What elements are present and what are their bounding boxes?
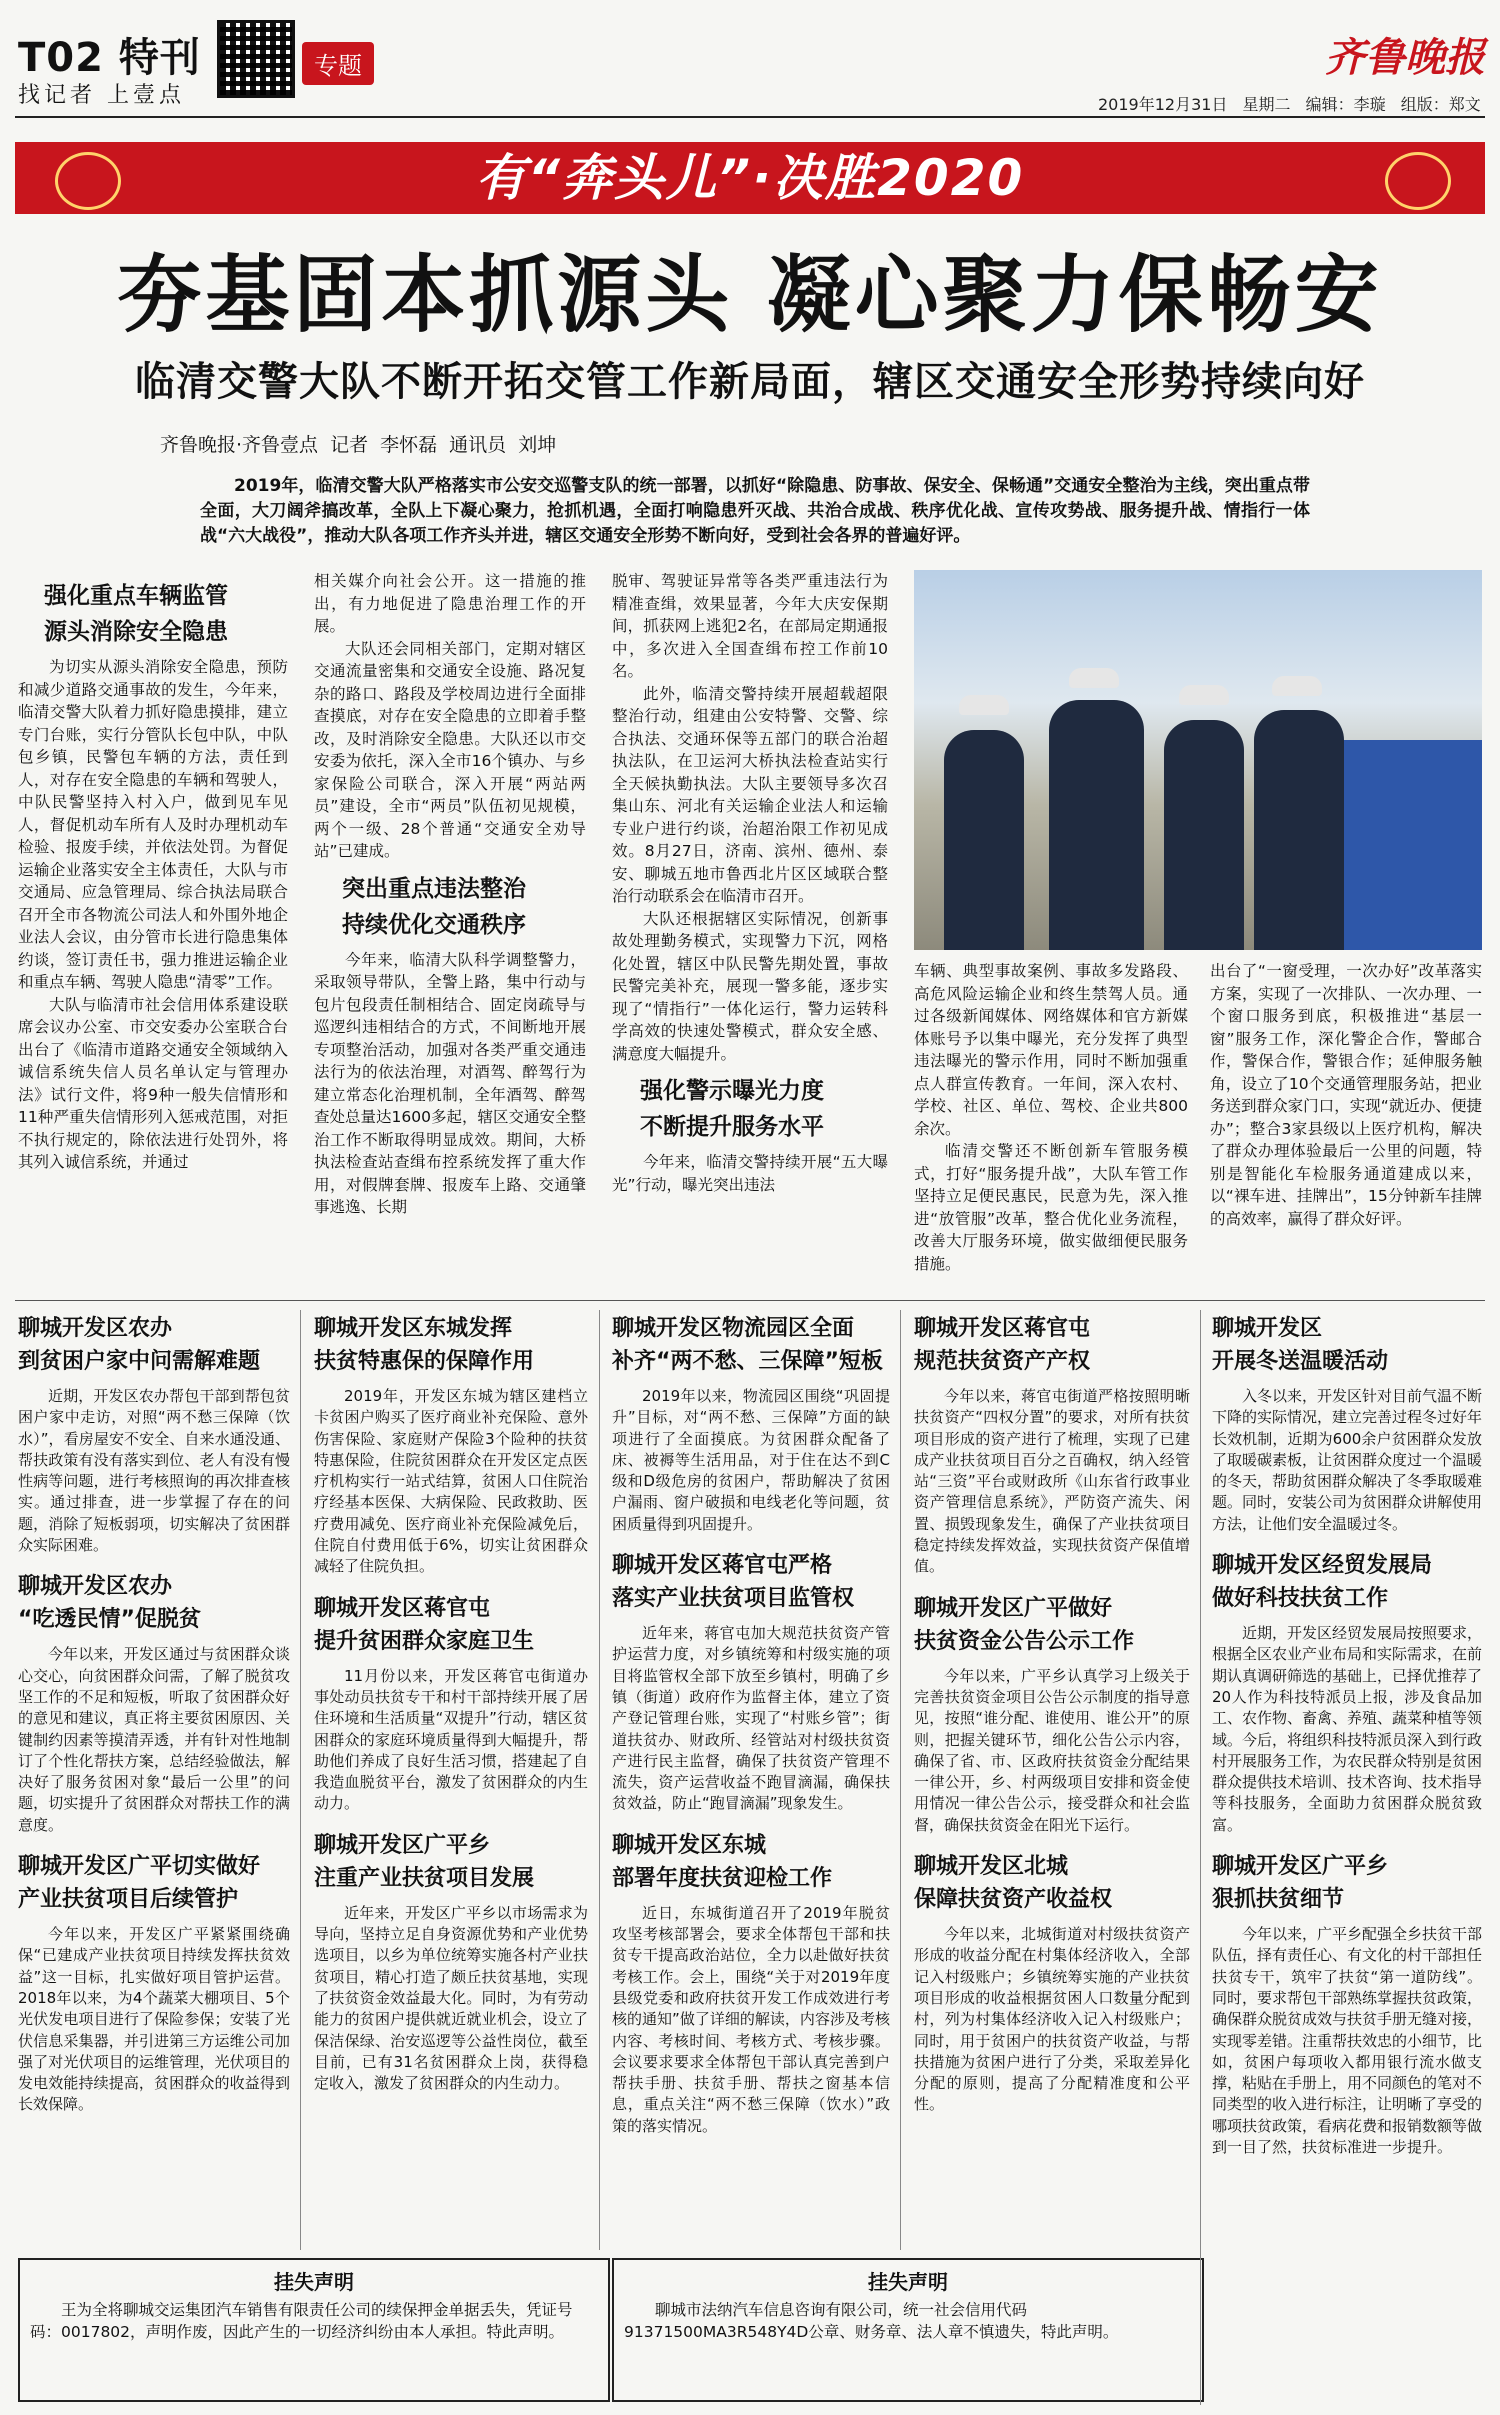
notice-title: 挂失声明 [868, 2270, 948, 2294]
lost-notice-2 [612, 2258, 1204, 2402]
article-column-5 [1210, 960, 1482, 1310]
paragraph: 出台了“一窗受理，一次办好”改革落实方案，实现了一次排队、一次办理、一个窗口服务到底，积极推进“基层一窗”服务工作，深化警企合作，警邮合作，警保合作，警银合作；延伸服务触角，设立了10个交通管理服务站，把业务送到群众家门口，实现“就近办、便捷办”；整合3家县级以上医疗机构，解决了群众办理体验最后一公里的问题，特别是智能化车检服务通道建成以来，以“裸车进、挂牌出”，15分钟新车挂牌的高效率，赢得了群众好评。 [1210, 962, 1482, 1228]
issue-date: 2019年12月31日 [1098, 95, 1228, 114]
paragraph: 今年来，临清大队科学调整警力，采取领导带队，全警上路，集中行动与包片包段责任制相结合、固定岗疏导与巡逻纠违相结合的方式，不间断地开展专项整治活动，加强对各类严重交通违法行为的依法治理，对酒驾、醉驾行为建立常态化治理机制，全年酒驾、醉驾查处总量达1600多起，辖区交通安全整治工作不断取得明显成效。期间，大桥执法检查站查缉布控系统发挥了重大作用，对假牌套牌、报废车上路、交通肇事逃逸、长期 [314, 950, 586, 1216]
brief-item: 聊城开发区东城 部署年度扶贫迎检工作 近日，东城街道召开了2019年脱贫攻坚考核部署会，要求全体帮包干部和扶贫专干提高政治站位，全力以赴做好扶贫考核工作。会上，围绕“关于对2019年度县级党委和政府扶贫开发工作成效进行考核的通知”做了详细的解读，内容涉及考核内容、考核时间、考核方式、考核步骤。会议要求要求全体帮包干部认真完善到户帮扶手册、扶贫手册、帮扶之窗基本信息，重点关注“两不愁三保障（饮水）”政策的落实情况。 [612, 1832, 890, 2135]
editor: 编辑：李璇 [1305, 95, 1386, 114]
brief-item: 聊城开发区经贸发展局 做好科技扶贫工作 近期，开发区经贸发展局按照要求，根据全区农业产业布局和实际需求，在前期认真调研筛选的基础上，已择优推荐了20人作为科技特派员上报，涉及食品加工、农作物、畜禽、养殖、蔬菜种植等领域。今后，将组织科技特派员深入到行政村开展服务工作，为农民群众特别是贫困群众提供技术培训、技术咨询、技术指导等科技服务，全面助力贫困群众脱贫致富。 [1212, 1553, 1482, 1834]
paragraph: 相关媒介向社会公开。这一措施的推出，有力地促进了隐患治理工作的开展。 [314, 572, 586, 635]
subheadline: 临清交警大队不断开拓交管工作新局面，辖区交通安全形势持续向好 [135, 359, 1365, 405]
paragraph: 为切实从源头消除安全隐患，预防和减少道路交通事故的发生，今年来，临清交警大队着力抓好隐患摸排，建立专门台账，实行分管队长包中队，中队包乡镇，民警包车辆的方法，责任到人，对存在安全隐患的车辆和驾驶人，中队民警坚持入村入户，做到见车见人，督促机动车所有人及时办理机动车检验、报废手续，并依法处罚。为督促运输企业落实安全主体责任，大队与市交通局、应急管理局、综合执法局联合召开全市各物流公司法人和外围外地企业法人会议，由分管市长进行隐患集体约谈，签订责任书，强力推进运输企业和重点车辆、驾驶人隐患“清零”工作。 [18, 658, 288, 991]
paragraph: 脱审、驾驶证异常等各类严重违法行为精准查缉，效果显著，今年大庆安保期间，抓获网上逃犯2名，在部局定期通报中，多次进入全国查缉布控工作前10名。 [612, 572, 888, 680]
section-heading: 强化重点车辆监管 源头消除安全隐患 [44, 583, 228, 645]
paragraph: 大队与临清市社会信用体系建设联席会议办公室、市交安委办公室联合台出台了《临清市道路交通安全领域纳入诚信系统失信人员名单认定与管理办法》试行文件，将9种一般失信情形和11种严重失信情形列入惩戒范围，对拒不执行规定的，除依法进行处罚外，将其列入诚信系统，并通过 [18, 995, 288, 1171]
section-heading: 突出重点违法整治 持续优化交通秩序 [342, 875, 526, 938]
paragraph: 此外，临清交警持续开展超载超限整治行动，组建由公安特警、交警、综合执法、交通环保等五部门的联合治超执法队，在卫运河大桥执法检查站实行全天候执勤执法。大队主要领导多次召集山东、河北有关运输企业法人和运输专业户进行约谈，治超治限工作初见成效。8月27日，济南、滨州、德州、泰安、聊城五地市鲁西北片区区域联合整治行动联系会在临清市召开。 [612, 684, 888, 905]
headline: 夯基固本抓源头 凝心聚力保畅安 [117, 246, 1383, 344]
brief-item: 聊城开发区农办 到贫困户家中问需解难题 近期，开发区农办帮包干部到帮包贫困户家中走访，对照“两不愁三保障（饮水）”，看房屋安不安全、自来水通没通、帮扶政策有没有落实到位、老人有没有慢性病等问题，进行考核照询的再次排查核实。通过排查，进一步掌握了存在的问题，消除了短板弱项，切实解决了贫困群众实际困难。 [18, 1316, 290, 1555]
paragraph: 大队还会同相关部门，定期对辖区交通流量密集和交通安全设施、路况复杂的路口、路段及学校周边进行全面排查摸底，对存在安全隐患的立即着手整改，及时消除安全隐患。大队还以市交安委为依托，深入全市16个镇办、与乡家保险公司联合，深入开展“两站两员”建设，全市“两员”队伍初见规模，两个一级、28个普通“交通安全劝导站”已建成。 [314, 639, 586, 860]
layout-editor: 组版：郑文 [1400, 95, 1481, 114]
brief-item: 聊城开发区 开展冬送温暖活动 入冬以来，开发区针对目前气温不断下降的实际情况，建立完善过程冬过好年长效机制，近期为600余户贫困群众发放了取暖碳素板，让贫困群众度过一个温暖的冬天，帮助贫困群众解决了冬季取暖难题。同时，安装公司为贫困群众讲解使用方法，让他们安全温暖过冬。 [1212, 1316, 1482, 1533]
column-divider [1200, 1310, 1201, 2405]
byline: 齐鲁晚报·齐鲁壹点 记者 李怀磊 通讯员 刘坤 [160, 434, 557, 456]
newspaper-logo: 齐鲁晚报 [1325, 34, 1485, 81]
issue-weekday: 星期二 [1242, 95, 1291, 114]
column-divider [300, 1310, 301, 2250]
article-column-2 [314, 570, 586, 1310]
brief-item: 聊城开发区物流园区全面 补齐“两不愁、三保障”短板 2019年以来，物流园区围绕“巩固提升”目标，对“两不愁、三保障”方面的缺项进行了全面摸底。为贫困群众配备了床、被褥等生活用品，对于住在达不到C级和D级危房的贫困户，帮助解决了贫困户漏雨、窗户破损和电线老化等问题，贫困质量得到巩固提升。 [612, 1316, 890, 1533]
brief-item: 聊城开发区蒋官屯 提升贫困群众家庭卫生 11月份以来，开发区蒋官屯街道办事处动员扶贫专干和村干部持续开展了居住环境和生活质量“双提升”行动，辖区贫困群众的家庭环境质量得到大幅提升，帮助他们养成了良好生活习惯，搭建起了自我造血脱贫平台，激发了贫困群众的内生动力。 [314, 1595, 588, 1813]
brief-column-1 [18, 1312, 290, 2247]
brief-column-4 [914, 1312, 1190, 2247]
paragraph: 大队还根据辖区实际情况，创新事故处理勤务模式，实现警力下沉，网格化处置，辖区中队民警先期处置，事故民警完美补充，展现一警多能，逐步实现了“情指行”一体化运行，警力运转科学高效的快速处警模式，群众安全感、满意度大幅提升。 [612, 909, 888, 1063]
section-name: 特刊 [118, 35, 201, 81]
lead-paragraph: 2019年，临清交警大队严格落实市公安交巡警支队的统一部署，以抓好“除隐患、防事故、保安全、保畅通”交通安全整治为主线，突出重点带全面，大刀阔斧搞改革，全队上下凝心聚力，抢抓机遇，全面打响隐患歼灭战、共治合成战、秩序优化战、宣传攻势战、服务提升战、情指行一体战“六大战役”，推动大队各项工作齐头并进，辖区交通安全形势不断向好，受到社会各界的普遍好评。 [200, 476, 1310, 546]
notice-title: 挂失声明 [274, 2270, 354, 2294]
brief-item: 聊城开发区农办 “吃透民情”促脱贫 今年以来，开发区通过与贫困群众谈心交心，向贫困群众问需，了解了脱贫攻坚工作的不足和短板，听取了贫困群众好的意见和建议，真正将主要贫困原因、关键制约因素等摸清弄透，并有针对性地制订了个性化帮扶方案，总结经验做法，解决好了服务贫困对象“最后一公里”的问题，切实提升了贫困群众对帮扶工作的满意度。 [18, 1574, 290, 1834]
campaign-banner [15, 142, 1485, 214]
section-tag: 专题 [302, 42, 374, 85]
column-divider [900, 1310, 901, 2250]
brief-column-5 [1212, 1312, 1482, 2402]
brief-column-3 [612, 1312, 890, 2247]
masthead-rule [15, 116, 1485, 118]
article-column-4 [914, 960, 1188, 1310]
issue-meta [1098, 92, 1481, 115]
section-divider [15, 1300, 1485, 1301]
police-photo [914, 570, 1482, 950]
column-divider [599, 1310, 600, 2250]
paragraph: 车辆、典型事故案例、事故多发路段、高危风险运输企业和终生禁驾人员。通过各级新闻媒体、网络媒体和官方新媒体账号予以集中曝光，充分发挥了典型违法曝光的警示作用，同时不断加强重点人群宣传教育。一年间，深入农村、学校、社区、单位、驾校、企业共800余次。 [914, 962, 1188, 1138]
brief-item: 聊城开发区广平切实做好 产业扶贫项目后续管护 今年以来，开发区广平紧紧围绕确保“已建成产业扶贫项目持续发挥扶贫效益”这一目标，扎实做好项目管护运营。2018年以来，为4个蔬菜大棚项目、5个光伏发电项目进行了保险参保；安装了光伏信息采集器，并引进第三方运维公司加强了对光伏项目的运维管理，光伏项目的发电效能持续提高，贫困群众的收益得到长效保障。 [18, 1854, 290, 2114]
page-code: T02 特刊 [18, 35, 201, 81]
section-heading: 强化警示曝光力度 不断提升服务水平 [640, 1078, 824, 1140]
brief-item: 聊城开发区北城 保障扶贫资产收益权 今年以来，北城街道对村级扶贫资产形成的收益分配在村集体经济收入，全部记入村级账户；乡镇统筹实施的产业扶贫项目形成的收益根据贫困人口数量分配到村，列为村集体经济收入记入村级账户；同时，用于贫困户的扶贫资产收益，与帮扶措施为贫困户进行了分类，采取差异化分配的原则，提高了分配精准度和公平性。 [914, 1854, 1190, 2114]
paragraph: 今年来，临清交警持续开展“五大曝光”行动，曝光突出违法 [612, 1153, 888, 1194]
banner-text: 有“奔头儿”·决胜2020 [475, 149, 1025, 207]
brief-column-2 [314, 1312, 588, 2247]
truck-shape [1332, 740, 1482, 950]
brief-item: 聊城开发区广平乡 注重产业扶贫项目发展 近年来，开发区广平乡以市场需求为导向，坚持立足自身资源优势和产业优势选项目，以乡为单位统筹实施各村产业扶贫项目，精心打造了颇丘扶贫基地，实现了扶贫资金效益最大化。同时，为有劳动能力的贫困户提供就近就业机会，设立了保洁保绿、治安巡逻等公益性岗位，截至目前，已有31名贫困群众上岗，获得稳定收入，激发了贫困群众的内生动力。 [314, 1832, 588, 2093]
brief-item: 聊城开发区东城发挥 扶贫特惠保的保障作用 2019年，开发区东城为辖区建档立卡贫困户购买了医疗商业补充保险、意外伤害保险、家庭财产保险3个险种的扶贫特惠保险，住院贫困群众在开发区定点医疗机构实行一站式结算，贫困人口住院治疗经基本医保、大病保险、民政救助、医疗费用减免、医疗商业补充保险减免后，住院自付费用低于6%，切实让贫困群众减轻了住院负担。 [314, 1316, 588, 1576]
article-column-3 [612, 570, 888, 1310]
lost-notice-1 [18, 2258, 610, 2402]
brief-item: 聊城开发区广平做好 扶贫资金公告公示工作 今年以来，广平乡认真学习上级关于完善扶贫资金项目公告公示制度的指导意见，按照“谁分配、谁使用、谁公开”的原则，把握关键环节，细化公告公示内容，确保了省、市、区政府扶贫资金分配结果一律公开，乡、村两级项目安排和资金使用情况一律公告公示，接受群众和社会监督，确保扶贫资金在阳光下运行。 [914, 1595, 1190, 1834]
notice-body: 聊城市法纳汽车信息咨询有限公司，统一社会信用代码91371500MA3R548Y4D公章、财务章、法人章不慎遗失，特此声明。 [624, 2301, 1119, 2341]
paragraph: 临清交警还不断创新车管服务模式，打好“服务提升战”，大队车管工作坚持立足便民惠民，民意为先，深入推进“放管服”改革，整合优化业务流程，改善大厅服务环境，做实做细便民服务措施。 [914, 1142, 1188, 1273]
masthead-slogan: 找记者 上壹点 [18, 83, 185, 108]
brief-item: 聊城开发区蒋官屯 规范扶贫资产产权 今年以来，蒋官屯街道严格按照明晰扶贫资产“四权分置”的要求，对所有扶贫项目形成的资产进行了梳理，实现了已建成产业扶贫项目百分之百确权，纳入经管站“三资”平台或财政所《山东省行政事业资产管理信息系统》，严防资产流失、闲置、损毁现象发生，确保了产业扶贫项目稳定持续发挥效益，实现扶贫资产保值增值。 [914, 1316, 1190, 1576]
brief-item: 聊城开发区蒋官屯严格 落实产业扶贫项目监管权 近年来，蒋官屯加大规范扶贫资产管护运营力度，对乡镇统筹和村级实施的项目将监管权全部下放至乡镇村，明确了乡镇（街道）政府作为监督主体，建立了资产登记管理台账，实现了“村账乡管”；街道扶贫办、财政所、经管站对村级扶贫资产进行民主监督，确保了扶贫资产管理不流失，资产运营收益不跑冒滴漏，确保扶贫效益，防止“跑冒滴漏”现象发生。 [612, 1553, 890, 1813]
qr-code-icon[interactable] [217, 20, 295, 98]
notice-body: 王为全将聊城交运集团汽车销售有限责任公司的续保押金单据丢失，凭证号码：0017802，声明作废，因此产生的一切经济纠纷由本人承担。特此声明。 [30, 2301, 573, 2341]
brief-item: 聊城开发区广平乡 狠抓扶贫细节 今年以来，广平乡配强全乡扶贫干部队伍，择有责任心、有文化的村干部担任扶贫专干，筑牢了扶贫“第一道防线”。同时，要求帮包干部熟练掌握扶贫政策，确保群众脱贫成效与扶贫手册无缝对接，实现零差错。注重帮扶效忠的小细节，比如，贫困户每项收入都用银行流水做支撑，粘贴在手册上，用不同颜色的笔对不同类型的收入进行标注，让明晰了享受的哪项扶贫政策，看病花费和报销数额等做到一目了然，扶贫标准进一步提升。 [1212, 1854, 1482, 2157]
article-column-1 [18, 570, 288, 1310]
